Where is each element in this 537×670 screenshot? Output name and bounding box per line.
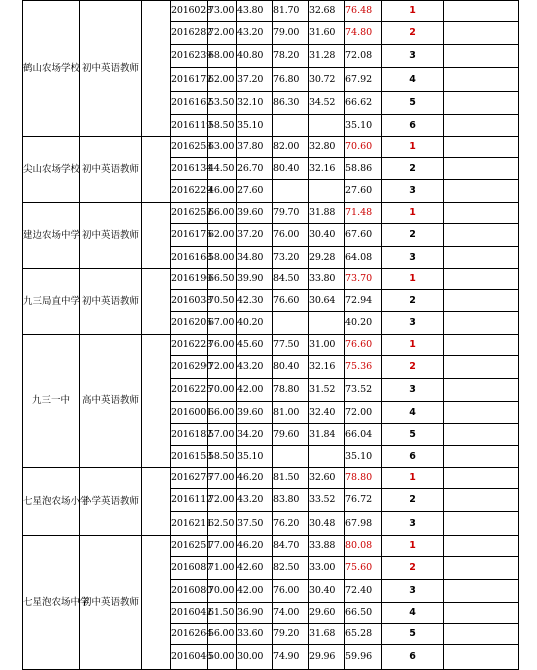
interview-weighted: 31.00: [309, 335, 345, 356]
remark-cell: [444, 512, 519, 536]
total-score: 64.08: [345, 247, 382, 269]
rank: 1: [382, 335, 444, 356]
interview-weighted: 30.72: [309, 68, 345, 92]
table-row: [23, 269, 519, 290]
written-score: 73.00: [208, 1, 237, 22]
written-score: 76.00: [208, 335, 237, 356]
post-name: 初中英语教师: [80, 536, 142, 670]
rank: 3: [382, 312, 444, 335]
interview-score: [273, 115, 309, 137]
interview-score: 74.90: [273, 645, 309, 670]
written-weighted: 26.70: [237, 158, 273, 180]
written-score: 63.00: [208, 137, 237, 158]
remark-cell: [444, 624, 519, 645]
remark-cell: [444, 269, 519, 290]
written-score: 71.00: [208, 557, 237, 580]
written-weighted: 37.20: [237, 224, 273, 247]
candidate-id: 2016153: [171, 446, 208, 468]
written-weighted: 34.20: [237, 424, 273, 446]
written-score: 72.00: [208, 22, 237, 45]
rank: 2: [382, 489, 444, 512]
total-score: 67.60: [345, 224, 382, 247]
total-score: 76.48: [345, 1, 382, 22]
blank-column: [142, 269, 171, 335]
written-weighted: 35.10: [237, 446, 273, 468]
interview-score: 76.20: [273, 512, 309, 536]
candidate-id: 2016253: [171, 137, 208, 158]
total-score: 78.80: [345, 468, 382, 489]
written-weighted: 30.00: [237, 645, 273, 670]
rank: 1: [382, 203, 444, 224]
remark-cell: [444, 1, 519, 22]
interview-weighted: [309, 446, 345, 468]
rank: 2: [382, 224, 444, 247]
interview-score: 81.00: [273, 402, 309, 424]
candidate-id: 2016276: [171, 468, 208, 489]
written-score: 53.50: [208, 92, 237, 115]
written-score: 67.00: [208, 312, 237, 335]
interview-weighted: 30.48: [309, 512, 345, 536]
interview-score: 76.00: [273, 580, 309, 603]
table-row: [23, 137, 519, 158]
table-body: [23, 1, 519, 670]
interview-weighted: 34.52: [309, 92, 345, 115]
interview-score: 83.80: [273, 489, 309, 512]
remark-cell: [444, 68, 519, 92]
score-table: [22, 0, 519, 670]
written-weighted: 43.20: [237, 22, 273, 45]
candidate-id: 2016205: [171, 312, 208, 335]
total-score: 76.60: [345, 335, 382, 356]
interview-weighted: 31.52: [309, 379, 345, 402]
post-name: 小学英语教师: [80, 468, 142, 536]
written-score: 50.00: [208, 645, 237, 670]
rank: 1: [382, 269, 444, 290]
rank: 3: [382, 379, 444, 402]
interview-weighted: 29.60: [309, 603, 345, 624]
interview-weighted: 33.52: [309, 489, 345, 512]
remark-cell: [444, 158, 519, 180]
candidate-id: 2016290: [171, 356, 208, 379]
candidate-id: 2016046: [171, 645, 208, 670]
total-score: 74.80: [345, 22, 382, 45]
candidate-id: 2016282: [171, 22, 208, 45]
written-score: 62.50: [208, 512, 237, 536]
written-score: 70.00: [208, 580, 237, 603]
written-score: 77.00: [208, 468, 237, 489]
total-score: 72.08: [345, 45, 382, 68]
total-score: 75.60: [345, 557, 382, 580]
written-score: 62.00: [208, 68, 237, 92]
candidate-id: 2016190: [171, 269, 208, 290]
interview-score: 82.50: [273, 557, 309, 580]
rank: 4: [382, 603, 444, 624]
candidate-id: 2016134: [171, 158, 208, 180]
remark-cell: [444, 45, 519, 68]
interview-score: 79.70: [273, 203, 309, 224]
interview-score: 84.50: [273, 269, 309, 290]
written-score: 61.50: [208, 603, 237, 624]
remark-cell: [444, 92, 519, 115]
written-score: 66.50: [208, 269, 237, 290]
written-weighted: 36.90: [237, 603, 273, 624]
rank: 3: [382, 247, 444, 269]
candidate-id: 2016239: [171, 45, 208, 68]
candidate-id: 2016162: [171, 92, 208, 115]
written-score: 77.00: [208, 536, 237, 557]
interview-score: 76.80: [273, 68, 309, 92]
candidate-id: 2016225: [171, 379, 208, 402]
interview-weighted: 33.80: [309, 269, 345, 290]
rank: 2: [382, 158, 444, 180]
rank: 5: [382, 424, 444, 446]
post-name: 高中英语教师: [80, 335, 142, 468]
candidate-id: 2016028: [171, 1, 208, 22]
written-weighted: 39.60: [237, 402, 273, 424]
school-name: 建边农场中学: [23, 203, 80, 269]
interview-weighted: 30.40: [309, 224, 345, 247]
total-score: 70.60: [345, 137, 382, 158]
candidate-id: 2016042: [171, 603, 208, 624]
written-weighted: 33.60: [237, 624, 273, 645]
total-score: 66.04: [345, 424, 382, 446]
table-row: [23, 335, 519, 356]
candidate-id: 2016182: [171, 424, 208, 446]
total-score: 67.98: [345, 512, 382, 536]
interview-weighted: 29.28: [309, 247, 345, 269]
rank: 1: [382, 1, 444, 22]
interview-weighted: 31.68: [309, 624, 345, 645]
rank: 3: [382, 512, 444, 536]
blank-column: [142, 137, 171, 203]
school-name: 九三局直中学: [23, 269, 80, 335]
total-score: 27.60: [345, 180, 382, 203]
remark-cell: [444, 203, 519, 224]
interview-weighted: 31.60: [309, 22, 345, 45]
rank: 1: [382, 137, 444, 158]
total-score: 35.10: [345, 446, 382, 468]
candidate-id: 2016172: [171, 68, 208, 92]
candidate-id: 2016264: [171, 624, 208, 645]
interview-score: 76.60: [273, 290, 309, 312]
candidate-id: 2016001: [171, 402, 208, 424]
interview-score: [273, 446, 309, 468]
written-weighted: 35.10: [237, 115, 273, 137]
candidate-id: 2016251: [171, 536, 208, 557]
remark-cell: [444, 137, 519, 158]
written-weighted: 43.20: [237, 489, 273, 512]
written-weighted: 32.10: [237, 92, 273, 115]
remark-cell: [444, 580, 519, 603]
total-score: 72.00: [345, 402, 382, 424]
rank: 4: [382, 402, 444, 424]
remark-cell: [444, 22, 519, 45]
written-weighted: 46.20: [237, 536, 273, 557]
total-score: 65.28: [345, 624, 382, 645]
remark-cell: [444, 603, 519, 624]
rank: 4: [382, 68, 444, 92]
total-score: 72.40: [345, 580, 382, 603]
post-name: 初中英语教师: [80, 137, 142, 203]
interview-weighted: 32.60: [309, 468, 345, 489]
written-weighted: 34.80: [237, 247, 273, 269]
interview-weighted: [309, 115, 345, 137]
written-score: 58.50: [208, 115, 237, 137]
total-score: 73.52: [345, 379, 382, 402]
rank: 2: [382, 22, 444, 45]
post-name: 初中英语教师: [80, 269, 142, 335]
written-score: 56.00: [208, 624, 237, 645]
written-weighted: 45.60: [237, 335, 273, 356]
post-name: 初中英语教师: [80, 1, 142, 137]
post-name: 初中英语教师: [80, 203, 142, 269]
interview-score: 79.00: [273, 22, 309, 45]
written-score: 44.50: [208, 158, 237, 180]
remark-cell: [444, 557, 519, 580]
blank-column: [142, 335, 171, 468]
total-score: 40.20: [345, 312, 382, 335]
written-score: 70.00: [208, 379, 237, 402]
written-weighted: 27.60: [237, 180, 273, 203]
candidate-id: 2016087: [171, 557, 208, 580]
interview-weighted: 32.80: [309, 137, 345, 158]
total-score: 58.86: [345, 158, 382, 180]
interview-score: 80.40: [273, 158, 309, 180]
written-weighted: 40.20: [237, 312, 273, 335]
written-score: 66.00: [208, 402, 237, 424]
interview-score: 74.00: [273, 603, 309, 624]
interview-score: 79.20: [273, 624, 309, 645]
remark-cell: [444, 180, 519, 203]
blank-column: [142, 1, 171, 137]
remark-cell: [444, 402, 519, 424]
written-weighted: 37.20: [237, 68, 273, 92]
interview-weighted: 30.64: [309, 290, 345, 312]
written-score: 58.50: [208, 446, 237, 468]
rank: 1: [382, 536, 444, 557]
rank: 5: [382, 92, 444, 115]
remark-cell: [444, 335, 519, 356]
remark-cell: [444, 356, 519, 379]
candidate-id: 2016080: [171, 580, 208, 603]
rank: 2: [382, 290, 444, 312]
candidate-id: 2016168: [171, 247, 208, 269]
written-score: 46.00: [208, 180, 237, 203]
written-weighted: 43.20: [237, 356, 273, 379]
written-score: 70.50: [208, 290, 237, 312]
table-row: [23, 468, 519, 489]
school-name: 七星泡农场中学: [23, 536, 80, 670]
interview-weighted: [309, 312, 345, 335]
interview-score: 73.20: [273, 247, 309, 269]
total-score: 66.62: [345, 92, 382, 115]
interview-weighted: 32.68: [309, 1, 345, 22]
candidate-id: 2016223: [171, 335, 208, 356]
written-score: 72.00: [208, 356, 237, 379]
rank: 2: [382, 557, 444, 580]
written-weighted: 46.20: [237, 468, 273, 489]
remark-cell: [444, 536, 519, 557]
written-weighted: 39.90: [237, 269, 273, 290]
remark-cell: [444, 468, 519, 489]
interview-weighted: 29.96: [309, 645, 345, 670]
school-name: 尖山农场学校: [23, 137, 80, 203]
interview-weighted: 30.40: [309, 580, 345, 603]
written-score: 68.00: [208, 45, 237, 68]
written-score: 66.00: [208, 203, 237, 224]
candidate-id: 2016252: [171, 203, 208, 224]
written-score: 62.00: [208, 224, 237, 247]
table-row: [23, 203, 519, 224]
remark-cell: [444, 379, 519, 402]
interview-score: 84.70: [273, 536, 309, 557]
interview-weighted: 33.00: [309, 557, 345, 580]
candidate-id: 2016175: [171, 224, 208, 247]
interview-score: [273, 312, 309, 335]
interview-weighted: 31.88: [309, 203, 345, 224]
interview-weighted: 31.84: [309, 424, 345, 446]
written-score: 58.00: [208, 247, 237, 269]
written-weighted: 42.00: [237, 580, 273, 603]
remark-cell: [444, 290, 519, 312]
blank-column: [142, 536, 171, 670]
interview-weighted: 32.40: [309, 402, 345, 424]
total-score: 71.48: [345, 203, 382, 224]
written-weighted: 42.30: [237, 290, 273, 312]
interview-weighted: 33.88: [309, 536, 345, 557]
rank: 6: [382, 446, 444, 468]
rank: 6: [382, 645, 444, 670]
interview-weighted: 32.16: [309, 356, 345, 379]
interview-score: 78.20: [273, 45, 309, 68]
interview-score: [273, 180, 309, 203]
candidate-id: 2016112: [171, 489, 208, 512]
written-weighted: 42.60: [237, 557, 273, 580]
written-weighted: 37.50: [237, 512, 273, 536]
written-weighted: 39.60: [237, 203, 273, 224]
school-name: 七星泡农场小学: [23, 468, 80, 536]
total-score: 73.70: [345, 269, 382, 290]
table-row: [23, 536, 519, 557]
candidate-id: 2016229: [171, 180, 208, 203]
total-score: 67.92: [345, 68, 382, 92]
interview-score: 79.60: [273, 424, 309, 446]
written-weighted: 43.80: [237, 1, 273, 22]
total-score: 59.96: [345, 645, 382, 670]
rank: 1: [382, 468, 444, 489]
blank-column: [142, 203, 171, 269]
table-row: [23, 1, 519, 22]
total-score: 66.50: [345, 603, 382, 624]
interview-score: 76.00: [273, 224, 309, 247]
school-name: 鹤山农场学校: [23, 1, 80, 137]
remark-cell: [444, 115, 519, 137]
interview-weighted: [309, 180, 345, 203]
remark-cell: [444, 489, 519, 512]
rank: 3: [382, 580, 444, 603]
remark-cell: [444, 446, 519, 468]
blank-column: [142, 468, 171, 536]
candidate-id: 2016119: [171, 115, 208, 137]
written-score: 57.00: [208, 424, 237, 446]
written-weighted: 40.80: [237, 45, 273, 68]
interview-score: 80.40: [273, 356, 309, 379]
total-score: 72.94: [345, 290, 382, 312]
interview-score: 81.70: [273, 1, 309, 22]
interview-weighted: 31.28: [309, 45, 345, 68]
interview-score: 78.80: [273, 379, 309, 402]
remark-cell: [444, 424, 519, 446]
written-score: 72.00: [208, 489, 237, 512]
candidate-id: 2016038: [171, 290, 208, 312]
rank: 3: [382, 45, 444, 68]
remark-cell: [444, 312, 519, 335]
remark-cell: [444, 247, 519, 269]
rank: 3: [382, 180, 444, 203]
interview-score: 82.00: [273, 137, 309, 158]
school-name: 九三一中: [23, 335, 80, 468]
rank: 2: [382, 356, 444, 379]
interview-score: 86.30: [273, 92, 309, 115]
remark-cell: [444, 645, 519, 670]
total-score: 35.10: [345, 115, 382, 137]
rank: 5: [382, 624, 444, 645]
total-score: 75.36: [345, 356, 382, 379]
total-score: 76.72: [345, 489, 382, 512]
rank: 6: [382, 115, 444, 137]
interview-weighted: 32.16: [309, 158, 345, 180]
total-score: 80.08: [345, 536, 382, 557]
interview-score: 77.50: [273, 335, 309, 356]
written-weighted: 37.80: [237, 137, 273, 158]
remark-cell: [444, 224, 519, 247]
written-weighted: 42.00: [237, 379, 273, 402]
interview-score: 81.50: [273, 468, 309, 489]
candidate-id: 2016211: [171, 512, 208, 536]
